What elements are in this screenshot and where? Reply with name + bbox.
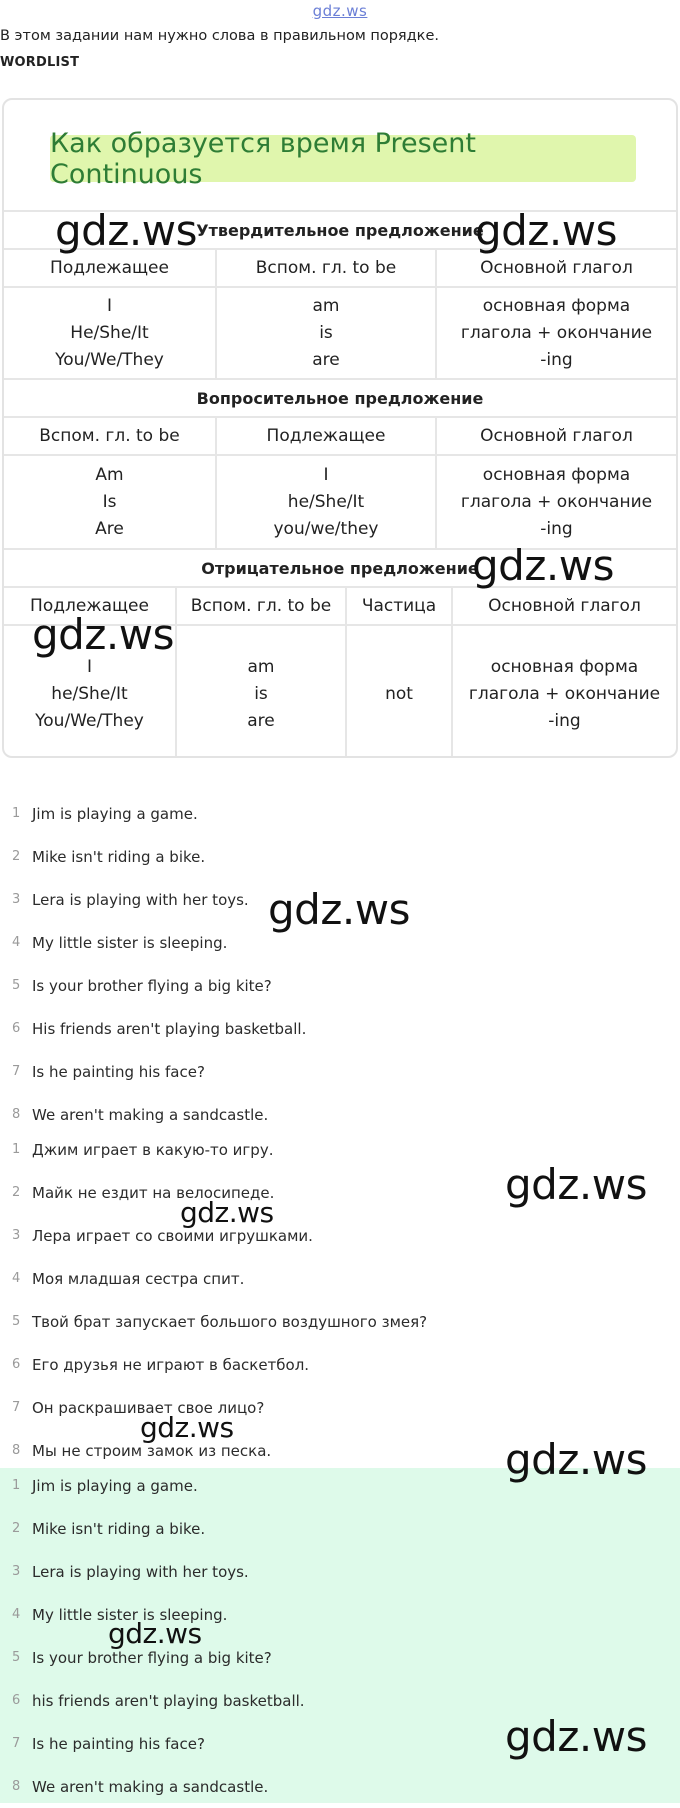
item-text: We aren't making a sandcastle. [32, 1777, 269, 1796]
main-verb-line: основная форма [490, 656, 639, 677]
item-number: 3 [12, 892, 21, 907]
column-header: Частица [346, 587, 452, 625]
watermark: gdz.ws [268, 885, 410, 934]
main-verb-line: глагола + окончание [468, 683, 661, 704]
item-number: 6 [12, 1021, 21, 1036]
item-text: Джим играет в какую-то игру. [32, 1140, 274, 1159]
main-verb-line: глагола + окончание [460, 491, 653, 512]
main-verb-cell [436, 455, 676, 549]
aux-cell [4, 455, 216, 549]
item-number: 6 [12, 1357, 21, 1372]
column-header: Вспом. гл. to be [216, 249, 436, 287]
list-item [0, 835, 680, 878]
item-number: 4 [12, 1271, 21, 1286]
item-text: Lera is playing with her toys. [32, 1562, 249, 1581]
task-description: В этом задании нам нужно слова в правильном порядке. [0, 28, 439, 44]
item-number: 7 [12, 1064, 21, 1079]
column-header: Вспом. гл. to be [4, 417, 216, 455]
list-item [0, 1050, 680, 1093]
item-number: 4 [12, 935, 21, 950]
list-item [0, 1214, 680, 1257]
subjects-cell [216, 455, 436, 549]
item-number: 5 [12, 1650, 21, 1665]
site-logo[interactable]: gdz.ws [312, 2, 368, 20]
item-number: 2 [12, 1521, 21, 1536]
list-item [0, 1343, 680, 1386]
affirmative-title: Утвердительное предложение [4, 211, 676, 249]
main-verb-line: основная форма [482, 295, 631, 316]
main-verb-line: -ing [540, 349, 573, 370]
item-text: his friends aren't playing basketball. [32, 1691, 305, 1710]
answers-en-list [0, 792, 680, 1136]
item-text: Is your brother flying a big kite? [32, 976, 272, 995]
item-text: Jim is playing a game. [32, 804, 198, 823]
column-header: Подлежащее [4, 249, 216, 287]
item-text: Is your brother flying a big kite? [32, 1648, 272, 1667]
item-number: 2 [12, 1185, 21, 1200]
aux-cell [216, 287, 436, 379]
item-text: Он раскрашивает свое лицо? [32, 1398, 265, 1417]
list-item [0, 1257, 680, 1300]
list-item [0, 1636, 680, 1679]
item-text: Mike isn't riding a bike. [32, 1519, 206, 1538]
item-text: We aren't making a sandcastle. [32, 1105, 269, 1124]
aux-verb: Are [95, 518, 124, 539]
item-text: Моя младшая сестра спит. [32, 1269, 245, 1288]
aux-verb: Am [95, 464, 124, 485]
main-verb-cell [436, 287, 676, 379]
item-number: 1 [12, 806, 21, 821]
list-item [0, 1550, 680, 1593]
item-number: 4 [12, 1607, 21, 1622]
subject: I [86, 656, 92, 677]
subject: You/We/They [35, 710, 144, 731]
item-number: 8 [12, 1107, 21, 1122]
subject: he/She/It [51, 683, 128, 704]
item-number: 1 [12, 1142, 21, 1157]
watermark: gdz.ws [180, 1196, 274, 1229]
list-item [0, 1386, 680, 1429]
item-text: Майк не ездит на велосипеде. [32, 1183, 275, 1202]
item-text: His friends aren't playing basketball. [32, 1019, 307, 1038]
list-item [0, 1507, 680, 1550]
column-header: Основной глагол [452, 587, 676, 625]
subjects-cell [4, 287, 216, 379]
watermark: gdz.ws [108, 1617, 202, 1650]
grammar-card [2, 98, 678, 758]
main-verb-cell [452, 625, 676, 758]
watermark: gdz.ws [505, 1160, 647, 1209]
item-text: My little sister is sleeping. [32, 933, 228, 952]
main-verb-line: глагола + окончание [460, 322, 653, 343]
subject: he/She/It [287, 491, 365, 512]
aux-verb: am [247, 656, 275, 677]
list-item [0, 1765, 680, 1808]
particle-cell: not [346, 625, 452, 758]
column-header: Подлежащее [4, 587, 176, 625]
list-item [0, 1007, 680, 1050]
watermark: gdz.ws [505, 1712, 647, 1761]
interrogative-table [4, 378, 676, 550]
item-text: Твой брат запускает большого воздушного змея? [32, 1312, 428, 1331]
aux-verb: are [247, 710, 275, 731]
interrogative-title: Вопросительное предложение [4, 379, 676, 417]
item-text: Lera is playing with her toys. [32, 890, 249, 909]
watermark: gdz.ws [475, 206, 617, 255]
watermark: gdz.ws [472, 541, 614, 590]
wordlist-link[interactable]: WORDLIST [0, 55, 80, 70]
item-text: Мы не строим замок из песка. [32, 1441, 272, 1460]
watermark: gdz.ws [505, 1435, 647, 1484]
item-number: 7 [12, 1400, 21, 1415]
item-number: 8 [12, 1779, 21, 1794]
subject: you/we/they [273, 518, 379, 539]
aux-verb: is [254, 683, 268, 704]
column-header: Подлежащее [216, 417, 436, 455]
watermark: gdz.ws [55, 206, 197, 255]
list-item [0, 964, 680, 1007]
item-text: My little sister is sleeping. [32, 1605, 228, 1624]
list-item [0, 792, 680, 835]
aux-verb: are [312, 349, 340, 370]
item-number: 3 [12, 1228, 21, 1243]
column-header: Основной глагол [436, 249, 676, 287]
list-item [0, 1593, 680, 1636]
item-number: 8 [12, 1443, 21, 1458]
subject: He/She/It [70, 322, 149, 343]
item-number: 6 [12, 1693, 21, 1708]
watermark: gdz.ws [140, 1411, 234, 1444]
main-verb-line: основная форма [482, 464, 631, 485]
subject: I [106, 295, 112, 316]
aux-verb: am [312, 295, 340, 316]
item-text: Is he painting his face? [32, 1062, 205, 1081]
item-number: 2 [12, 849, 21, 864]
main-verb-line: -ing [548, 710, 581, 731]
subject: I [323, 464, 329, 485]
item-number: 3 [12, 1564, 21, 1579]
item-text: Лера играет со своими игрушками. [32, 1226, 313, 1245]
list-item [0, 1300, 680, 1343]
item-text: Is he painting his face? [32, 1734, 205, 1753]
item-text: Его друзья не играют в баскетбол. [32, 1355, 310, 1374]
main-verb-line: -ing [540, 518, 573, 539]
item-number: 5 [12, 1314, 21, 1329]
column-header: Вспом. гл. to be [176, 587, 346, 625]
item-number: 1 [12, 1478, 21, 1493]
column-header: Основной глагол [436, 417, 676, 455]
aux-verb: is [319, 322, 333, 343]
aux-verb: Is [102, 491, 117, 512]
grammar-banner: Как образуется время Present Continuous [50, 135, 636, 182]
negative-title: Отрицательное предложение [4, 549, 676, 587]
watermark: gdz.ws [32, 610, 174, 659]
item-text: Jim is playing a game. [32, 1476, 198, 1495]
subject: You/We/They [55, 349, 164, 370]
item-text: Mike isn't riding a bike. [32, 847, 206, 866]
aux-cell [176, 625, 346, 758]
item-number: 5 [12, 978, 21, 993]
item-number: 7 [12, 1736, 21, 1751]
